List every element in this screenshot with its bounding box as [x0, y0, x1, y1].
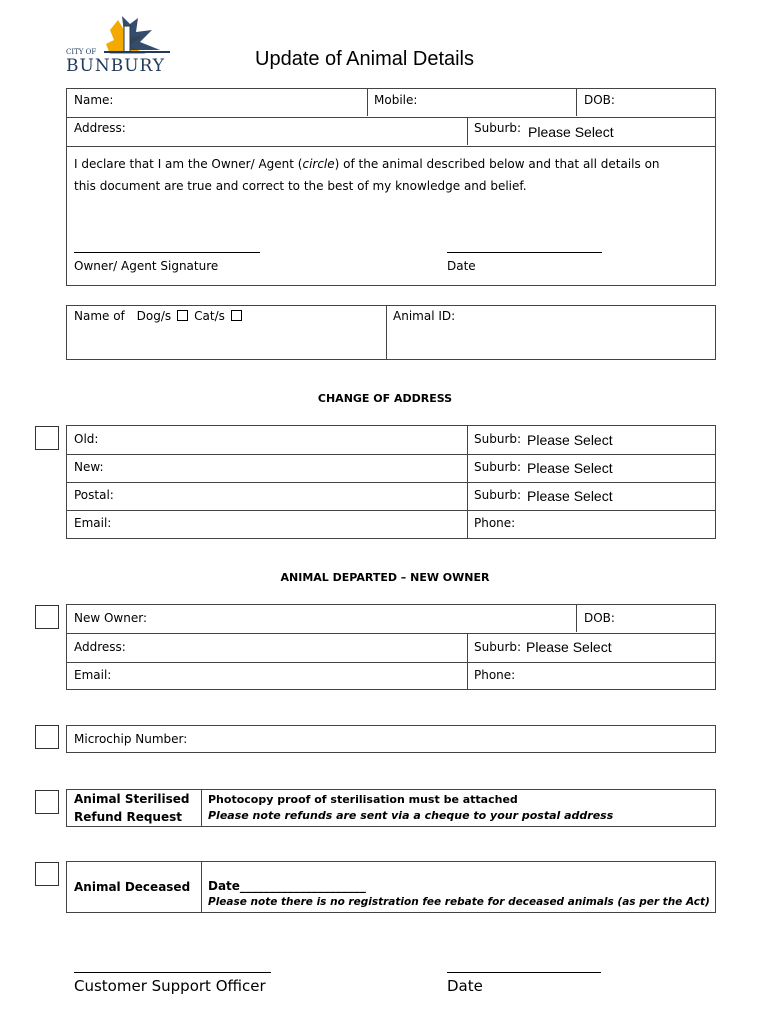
sterilised-checkbox[interactable] [35, 790, 59, 814]
postal-suburb-select[interactable]: Please Select [527, 488, 613, 504]
new-owner-heading: ANIMAL DEPARTED – NEW OWNER [280, 571, 490, 584]
old-address-field[interactable]: Old: [74, 432, 99, 446]
new-owner-email-field[interactable]: Email: [74, 668, 112, 682]
declaration-line1: I declare that I am the Owner/ Agent (circle) of the animal described below and that all details on [74, 157, 660, 171]
deceased-date-field[interactable]: Date_____________________ [208, 879, 366, 893]
animal-details-section [66, 305, 716, 360]
deceased-section [66, 861, 716, 913]
logo-city-of: CITY OF [66, 48, 97, 56]
phone-field[interactable]: Phone: [474, 516, 516, 530]
old-suburb-select[interactable]: Please Select [527, 432, 613, 448]
suburb-select[interactable]: Please Select [528, 124, 614, 140]
new-owner-suburb-label: Suburb: [474, 640, 522, 654]
declaration-date-label: Date [447, 259, 476, 273]
sterilised-note2: Please note refunds are sent via a cheque to your postal address [208, 809, 614, 822]
owner-details-section [66, 88, 716, 286]
logo-name: BUNBURY [66, 56, 166, 76]
address-field[interactable]: Address: [74, 121, 126, 135]
new-suburb-label: Suburb: [474, 460, 522, 474]
postal-suburb-label: Suburb: [474, 488, 522, 502]
sterilised-note1: Photocopy proof of sterilisation must be attached [208, 793, 518, 806]
officer-date-line[interactable] [447, 972, 601, 973]
mobile-field[interactable]: Mobile: [374, 93, 418, 107]
change-of-address-checkbox[interactable] [35, 426, 59, 450]
signature-label: Owner/ Agent Signature [74, 259, 219, 273]
dob-field[interactable]: DOB: [584, 93, 615, 107]
footer-date-label: Date [447, 977, 483, 995]
declaration-line2: this document are true and correct to the best of my knowledge and belief. [74, 179, 527, 193]
new-owner-field[interactable]: New Owner: [74, 611, 148, 625]
new-owner-section [66, 604, 716, 690]
old-suburb-label: Suburb: [474, 432, 522, 446]
postal-address-field[interactable]: Postal: [74, 488, 114, 502]
new-suburb-select[interactable]: Please Select [527, 460, 613, 476]
email-field[interactable]: Email: [74, 516, 112, 530]
signature-line[interactable] [74, 252, 260, 253]
change-of-address-heading: CHANGE OF ADDRESS [317, 392, 453, 405]
new-owner-checkbox[interactable] [35, 605, 59, 629]
change-of-address-section [66, 425, 716, 539]
page-title: Update of Animal Details [255, 48, 475, 70]
name-field[interactable]: Name: [74, 93, 114, 107]
new-owner-suburb-select[interactable]: Please Select [526, 639, 612, 655]
cat-checkbox[interactable] [231, 310, 242, 321]
circle-word: circle [302, 157, 335, 171]
new-owner-address-field[interactable]: Address: [74, 640, 126, 654]
new-owner-dob-field[interactable]: DOB: [584, 611, 615, 625]
microchip-checkbox[interactable] [35, 725, 59, 749]
microchip-number-field[interactable]: Microchip Number: [74, 732, 188, 746]
deceased-checkbox[interactable] [35, 862, 59, 886]
logo [66, 16, 176, 80]
deceased-note: Please note there is no registration fee rebate for deceased animals (as per the Act) [208, 896, 710, 908]
new-address-field[interactable]: New: [74, 460, 104, 474]
animal-id-field[interactable]: Animal ID: [393, 309, 456, 323]
customer-support-officer-label: Customer Support Officer [74, 977, 266, 995]
microchip-section [66, 725, 716, 753]
new-owner-phone-field[interactable]: Phone: [474, 668, 516, 682]
sterilised-label-line2: Refund Request [74, 810, 182, 824]
deceased-label: Animal Deceased [74, 880, 191, 894]
suburb-label: Suburb: [474, 121, 522, 135]
dog-checkbox[interactable] [177, 310, 188, 321]
sterilised-label-line1: Animal Sterilised [74, 792, 190, 806]
sterilised-section [66, 789, 716, 827]
officer-signature-line[interactable] [74, 972, 271, 973]
animal-name-row: Name of Dog/s Cat/s [74, 309, 248, 323]
declaration-date-line[interactable] [447, 252, 602, 253]
